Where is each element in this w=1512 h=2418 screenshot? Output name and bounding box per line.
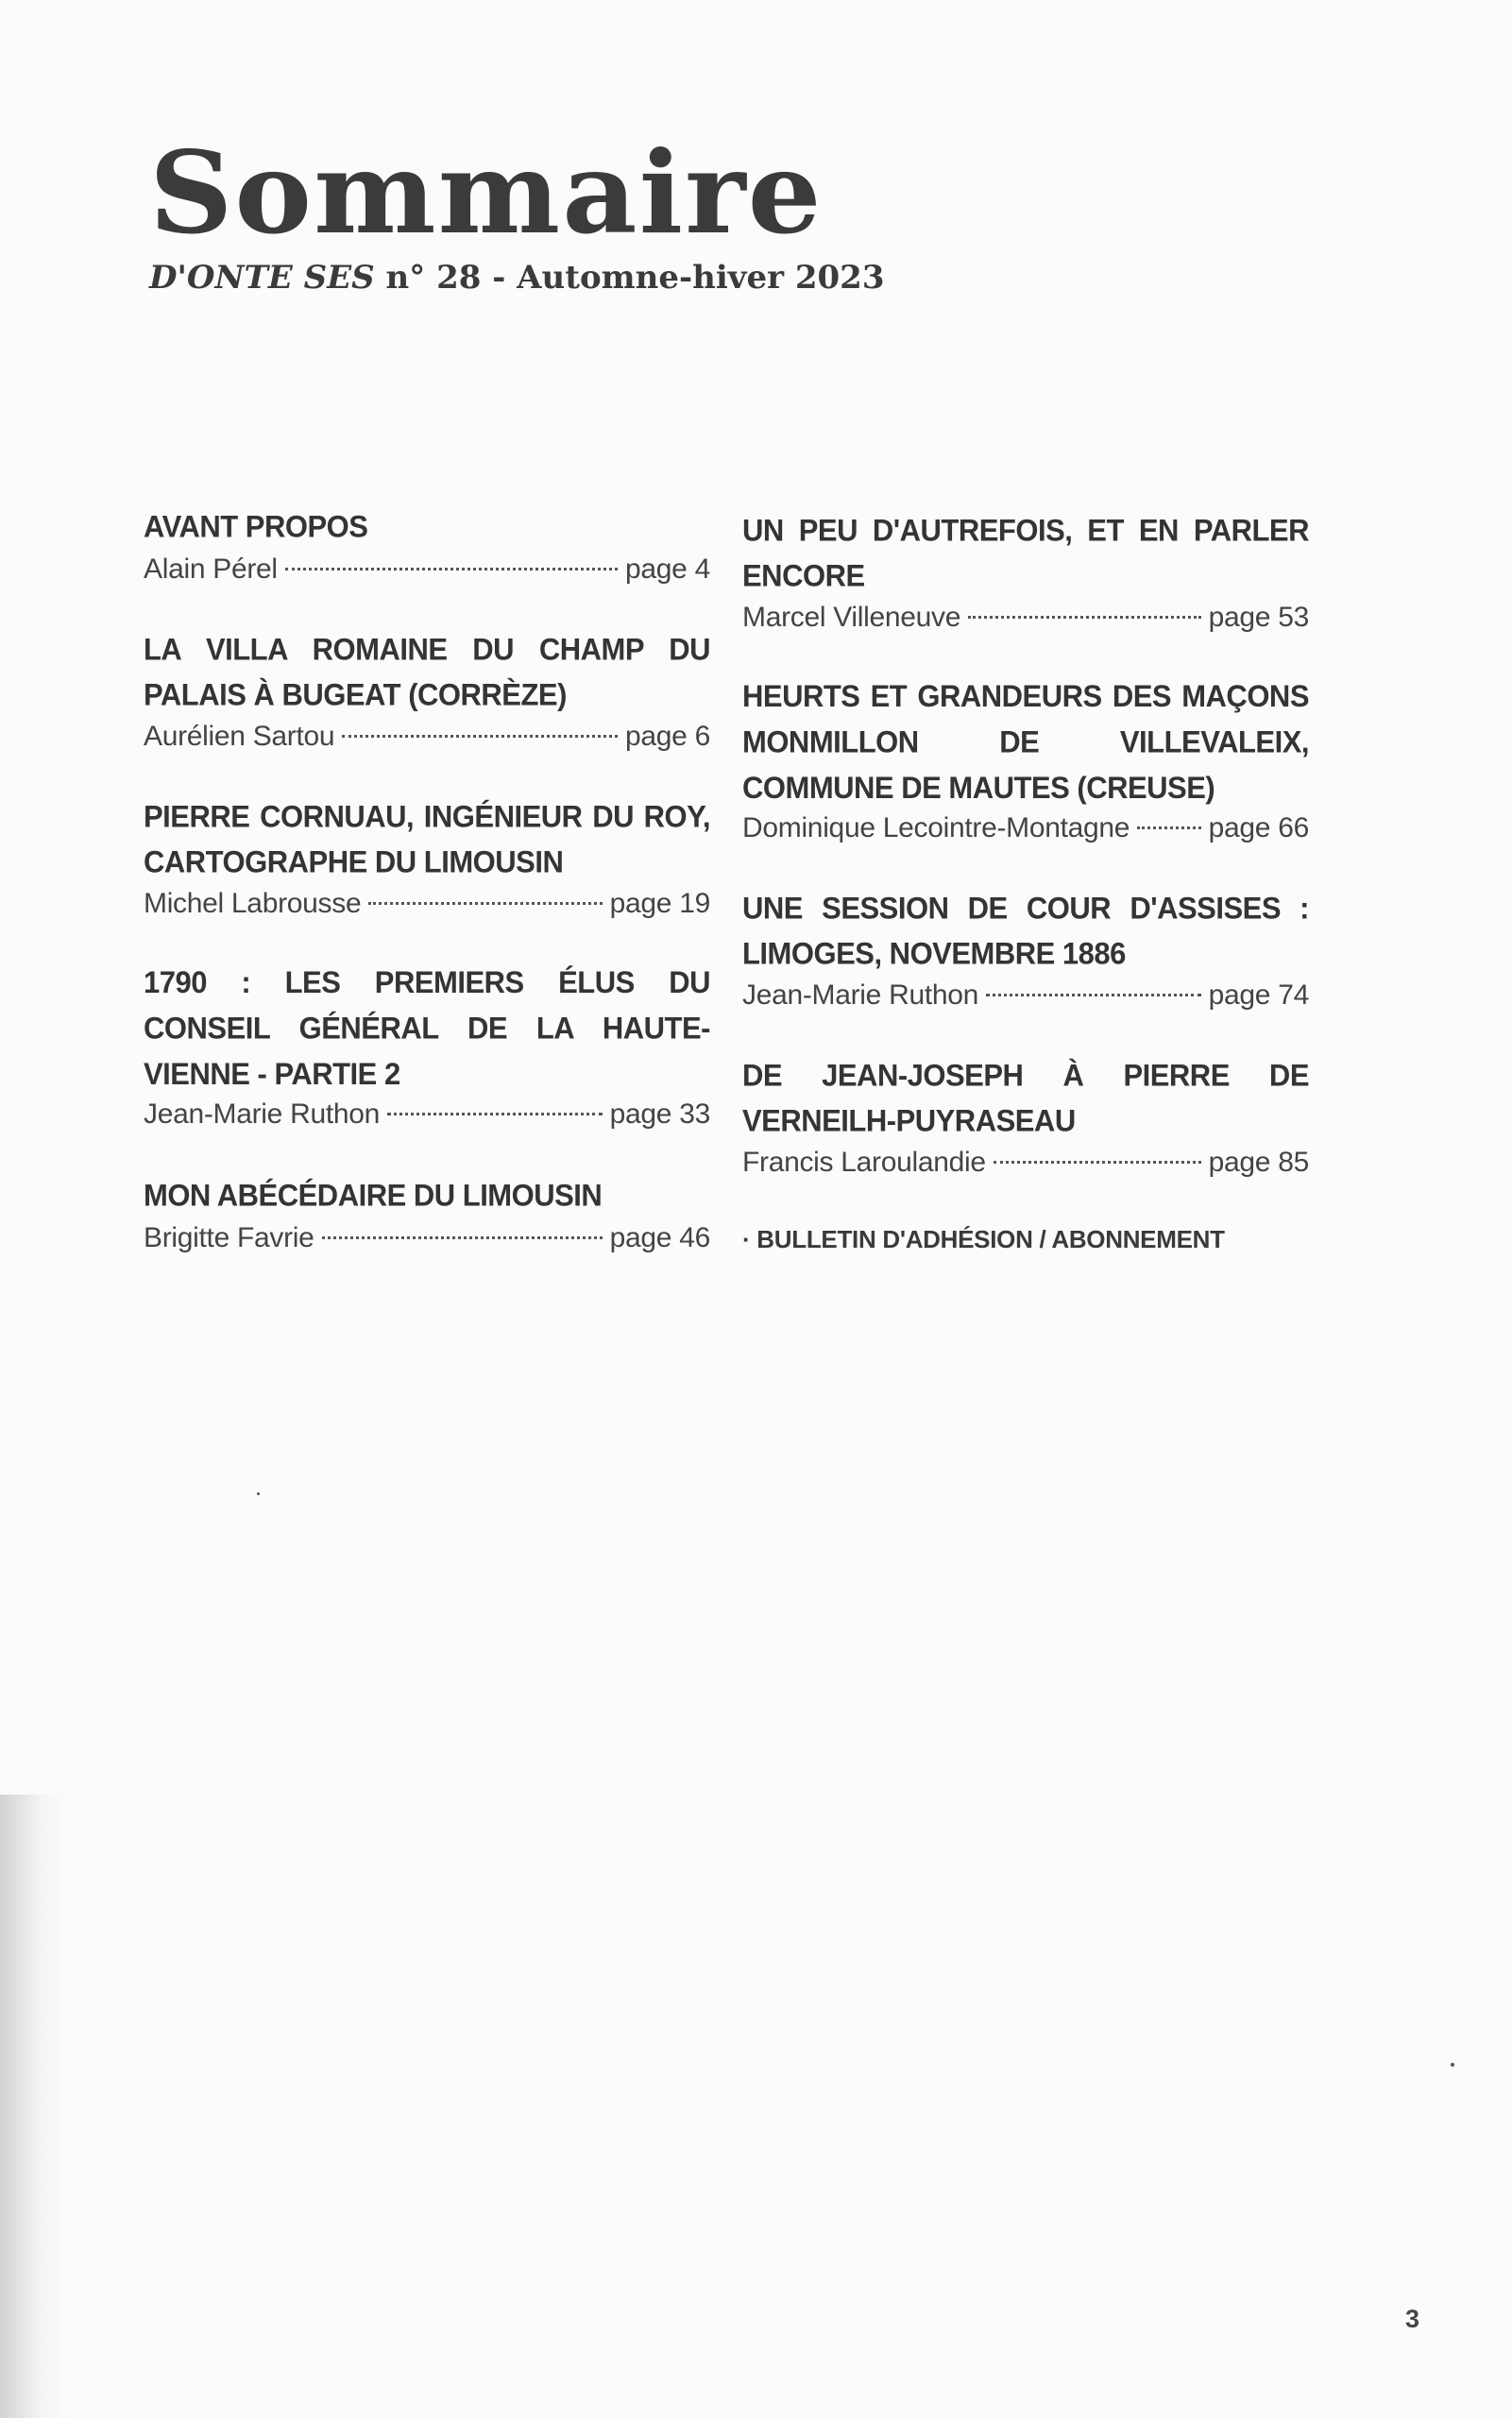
dot-leader (968, 616, 1201, 619)
article-title: PIERRE CORNUAU, INGÉNIEUR DU ROY, CARTOGRAPHE DU LIMOUSIN (144, 798, 710, 879)
page-edge-shadow (0, 1795, 66, 2418)
toc-entry (742, 510, 1309, 639)
magazine-name: D'ONTE SES (149, 259, 375, 297)
article-title: MON ABÉCÉDAIRE DU LIMOUSIN (144, 1178, 603, 1213)
article-byline (144, 549, 710, 590)
toc-entry (742, 888, 1309, 1016)
scan-speck (257, 1492, 260, 1495)
article-author: Brigitte Favrie (144, 1222, 314, 1253)
article-title: UN PEU D'AUTREFOIS, ET EN PARLER ENCORE (742, 512, 1309, 593)
article-title: UNE SESSION DE COUR D'ASSISES : LIMOGES, NOVEMBRE 1886 (742, 890, 1309, 971)
page-number: 3 (1405, 2305, 1420, 2333)
article-byline (742, 597, 1309, 639)
article-byline (742, 975, 1309, 1016)
article-title: 1790 : LES PREMIERS ÉLUS DU CONSEIL GÉNÉRAL DE LA HAUTE-VIENNE - PARTIE 2 (144, 964, 710, 1092)
dot-leader (368, 902, 602, 905)
article-page: page 53 (1208, 602, 1309, 633)
article-byline (144, 1094, 710, 1135)
dot-leader (285, 568, 618, 570)
article-page: page 4 (625, 553, 710, 585)
scan-speck (1451, 2063, 1454, 2067)
article-page: page 85 (1208, 1147, 1309, 1178)
article-author: Jean-Marie Ruthon (144, 1098, 381, 1130)
page-title: Sommaire (149, 127, 824, 260)
article-title: DE JEAN-JOSEPH À PIERRE DE VERNEILH-PUYRASEAU (742, 1057, 1309, 1138)
toc-entry (144, 796, 710, 925)
article-page: page 66 (1208, 812, 1309, 843)
toc-entry (144, 963, 710, 1135)
article-page: page 46 (609, 1222, 710, 1253)
article-title: LA VILLA ROMAINE DU CHAMP DU PALAIS À BUGEAT (CORRÈZE) (144, 631, 710, 712)
article-title: HEURTS ET GRANDEURS DES MAÇONS MONMILLON DE VILLEVALEIX, COMMUNE DE MAUTES (CREUSE) (742, 678, 1309, 806)
dot-leader (387, 1113, 603, 1115)
toc-entry (144, 1174, 710, 1259)
toc-entry (144, 629, 710, 758)
article-author: Aurélien Sartou (144, 721, 335, 752)
article-author: Dominique Lecointre-Montagne (742, 812, 1130, 843)
article-page: page 19 (609, 888, 710, 919)
issue-subtitle (149, 257, 885, 298)
dot-leader (994, 1161, 1201, 1164)
issue-info: n° 28 - Automne-hiver 2023 (385, 259, 885, 297)
dot-leader (322, 1236, 603, 1239)
article-author: Francis Laroulandie (742, 1147, 986, 1178)
dot-leader (986, 994, 1201, 996)
toc-entry (742, 1055, 1309, 1183)
article-byline (742, 1142, 1309, 1183)
bulletin-note: · BULLETIN D'ADHÉSION / ABONNEMENT (742, 1225, 1225, 1253)
article-page: page 6 (625, 721, 710, 752)
article-author: Marcel Villeneuve (742, 602, 961, 633)
toc-left-column (144, 505, 710, 1298)
masthead (149, 127, 885, 298)
dot-leader (1137, 826, 1200, 829)
article-author: Michel Labrousse (144, 888, 362, 919)
article-byline (742, 808, 1309, 849)
article-author: Alain Pérel (144, 553, 278, 585)
dot-leader (342, 735, 618, 738)
article-author: Jean-Marie Ruthon (742, 979, 979, 1011)
toc-right-column (742, 510, 1309, 1256)
article-byline (144, 716, 710, 758)
toc-entry (144, 505, 710, 590)
article-byline (144, 883, 710, 925)
toc-entry (742, 677, 1309, 849)
article-title: AVANT PROPOS (144, 509, 368, 544)
article-page: page 74 (1208, 979, 1309, 1011)
article-page: page 33 (609, 1098, 710, 1130)
article-byline (144, 1218, 710, 1259)
